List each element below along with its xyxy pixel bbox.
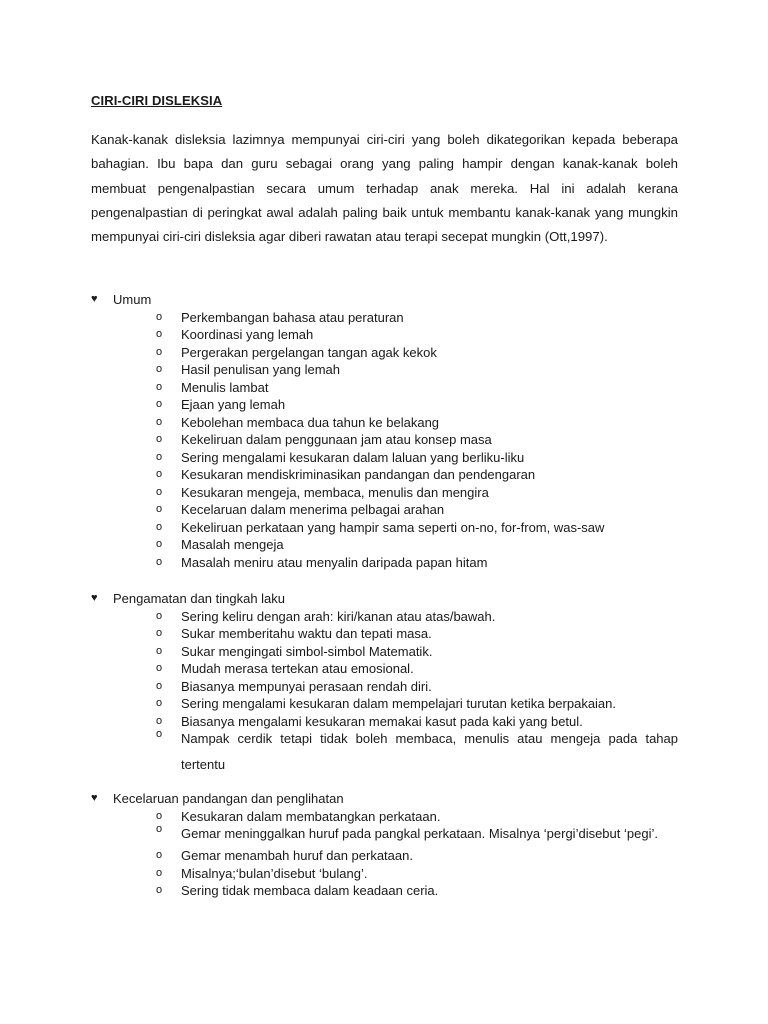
circle-bullet-icon: o xyxy=(156,627,163,639)
list-item xyxy=(91,847,678,865)
section-heading-label: Kecelaruan pandangan dan penglihatan xyxy=(113,791,344,806)
list-item-text: Kesukaran mengeja, membaca, menulis dan mengira xyxy=(181,484,489,500)
circle-bullet-icon: o xyxy=(156,728,163,740)
circle-bullet-icon: o xyxy=(156,380,163,393)
circle-bullet-icon: o xyxy=(156,328,163,340)
circle-bullet-icon: o xyxy=(156,849,163,861)
list-item xyxy=(91,466,678,484)
circle-bullet-icon: o xyxy=(156,809,163,822)
circle-bullet-icon: o xyxy=(156,398,163,410)
list-item-text: Kekeliruan perkataan yang hampir sama seperti on-no, for-from, was-saw xyxy=(181,519,605,535)
circle-bullet-icon: o xyxy=(156,697,163,709)
list-item-text: Nampak cerdik tetapi tidak boleh membaca, menulis atau mengeja pada tahap tertentu xyxy=(181,731,678,772)
section-heading xyxy=(91,291,678,309)
list-item-text: Biasanya mengalami kesukaran memakai kasut pada kaki yang betul. xyxy=(181,713,583,729)
list-item xyxy=(91,449,678,467)
list-item-text: Kebolehan membaca dua tahun ke belakang xyxy=(181,414,440,430)
list-item-text: Pergerakan pergelangan tangan agak kekok xyxy=(181,344,437,360)
list-item-text: Kekeliruan dalam penggunaan jam atau konsep masa xyxy=(181,432,492,447)
list-item-text: Sering keliru dengan arah: kiri/kanan atau atas/bawah. xyxy=(181,608,496,624)
section-kecelaruan-pandangan xyxy=(91,790,678,900)
list-item-text: Perkembangan bahasa atau peraturan xyxy=(181,309,404,325)
list-item-text: Ejaan yang lemah xyxy=(181,397,286,412)
list-item-text: Sering mengalami kesukaran dalam laluan yang berliku-liku xyxy=(181,449,525,465)
list-item-text: Biasanya mempunyai perasaan rendah diri. xyxy=(181,678,432,694)
list-item xyxy=(91,501,678,519)
circle-bullet-icon: o xyxy=(156,538,163,550)
circle-bullet-icon: o xyxy=(156,609,163,622)
list-item xyxy=(91,726,678,778)
circle-bullet-icon: o xyxy=(156,823,163,835)
circle-bullet-icon: o xyxy=(156,450,163,463)
circle-bullet-icon: o xyxy=(156,503,163,515)
list-item xyxy=(91,536,678,554)
item-list xyxy=(91,309,678,572)
list-item xyxy=(91,865,678,883)
list-item-text: Kesukaran mendiskriminasikan pandangan dan pendengaran xyxy=(181,467,536,482)
list-item xyxy=(91,379,678,397)
circle-bullet-icon: o xyxy=(156,884,163,896)
heart-bullet-icon: ♥ xyxy=(91,293,98,305)
list-item xyxy=(91,519,678,537)
list-item xyxy=(91,643,678,661)
list-item xyxy=(91,625,678,643)
circle-bullet-icon: o xyxy=(156,644,163,657)
circle-bullet-icon: o xyxy=(156,433,163,445)
heart-bullet-icon: ♥ xyxy=(91,592,98,604)
list-item-text: Sering mengalami kesukaran dalam mempelajari turutan ketika berpakaian. xyxy=(181,696,617,711)
circle-bullet-icon: o xyxy=(156,714,163,727)
heart-bullet-icon: ♥ xyxy=(91,792,98,804)
circle-bullet-icon: o xyxy=(156,679,163,692)
list-item xyxy=(91,660,678,678)
circle-bullet-icon: o xyxy=(156,468,163,480)
list-item-text: Mudah merasa tertekan atau emosional. xyxy=(181,661,414,676)
circle-bullet-icon: o xyxy=(156,485,163,498)
list-item-text: Kecelaruan dalam menerima pelbagai arahan xyxy=(181,502,445,517)
circle-bullet-icon: o xyxy=(156,363,163,375)
intro-paragraph: Kanak-kanak disleksia lazimnya mempunyai ciri-ciri yang boleh dikategorikan kepada beberapa bahagian. Ibu bapa dan guru sebagai orang yang paling hampir dengan kanak-kanak boleh membuat pengenalpastian secara umum terhadap anak mereka. Hal ini adalah kerana pengenalpastian di peringkat awal adalah paling baik untuk membantu kanak-kanak yang mungkin mempunyai ciri-ciri disleksia agar diberi rawatan atau terapi secepat mungkin (Ott,1997). xyxy=(91,132,678,245)
list-item xyxy=(91,396,678,414)
list-item xyxy=(91,882,678,900)
list-item-text: Masalah meniru atau menyalin daripada papan hitam xyxy=(181,554,488,570)
list-item-text: Gemar meninggalkan huruf pada pangkal perkataan. Misalnya ‘pergi’disebut ‘pegi’. xyxy=(181,826,658,841)
list-item xyxy=(91,695,678,713)
list-item-text: Sukar mengingati simbol-simbol Matematik. xyxy=(181,643,433,659)
section-heading-label: Pengamatan dan tingkah laku xyxy=(113,591,286,606)
list-item-text: Koordinasi yang lemah xyxy=(181,327,314,342)
list-item-text: Sukar memberitahu waktu dan tepati masa. xyxy=(181,626,432,641)
list-item-text: Gemar menambah huruf dan perkataan. xyxy=(181,848,413,863)
list-item xyxy=(91,431,678,449)
section-heading-label: Umum xyxy=(113,292,152,307)
section-heading xyxy=(91,790,678,808)
list-item-text: Masalah mengeja xyxy=(181,537,284,552)
list-item-text: Kesukaran dalam membatangkan perkataan. xyxy=(181,808,441,824)
list-item xyxy=(91,608,678,626)
list-item-text: Misalnya;‘bulan’disebut ‘bulang’. xyxy=(181,865,368,881)
list-item xyxy=(91,414,678,432)
section-pengamatan xyxy=(91,590,678,778)
list-item xyxy=(91,554,678,572)
list-item xyxy=(91,361,678,379)
item-list xyxy=(91,808,678,900)
list-item-text: Menulis lambat xyxy=(181,379,269,395)
list-item-text: Hasil penulisan yang lemah xyxy=(181,362,340,377)
circle-bullet-icon: o xyxy=(156,555,163,568)
list-item-text: Sering tidak membaca dalam keadaan ceria. xyxy=(181,883,439,898)
list-item xyxy=(91,309,678,327)
list-item xyxy=(91,344,678,362)
circle-bullet-icon: o xyxy=(156,866,163,879)
section-heading xyxy=(91,590,678,608)
circle-bullet-icon: o xyxy=(156,345,163,358)
list-item xyxy=(91,678,678,696)
list-item xyxy=(91,821,678,847)
list-item xyxy=(91,484,678,502)
document-title: CIRI-CIRI DISLEKSIA xyxy=(91,93,223,108)
list-item xyxy=(91,326,678,344)
section-umum xyxy=(91,291,678,571)
circle-bullet-icon: o xyxy=(156,662,163,674)
circle-bullet-icon: o xyxy=(156,415,163,428)
item-list xyxy=(91,608,678,779)
circle-bullet-icon: o xyxy=(156,310,163,323)
circle-bullet-icon: o xyxy=(156,520,163,533)
